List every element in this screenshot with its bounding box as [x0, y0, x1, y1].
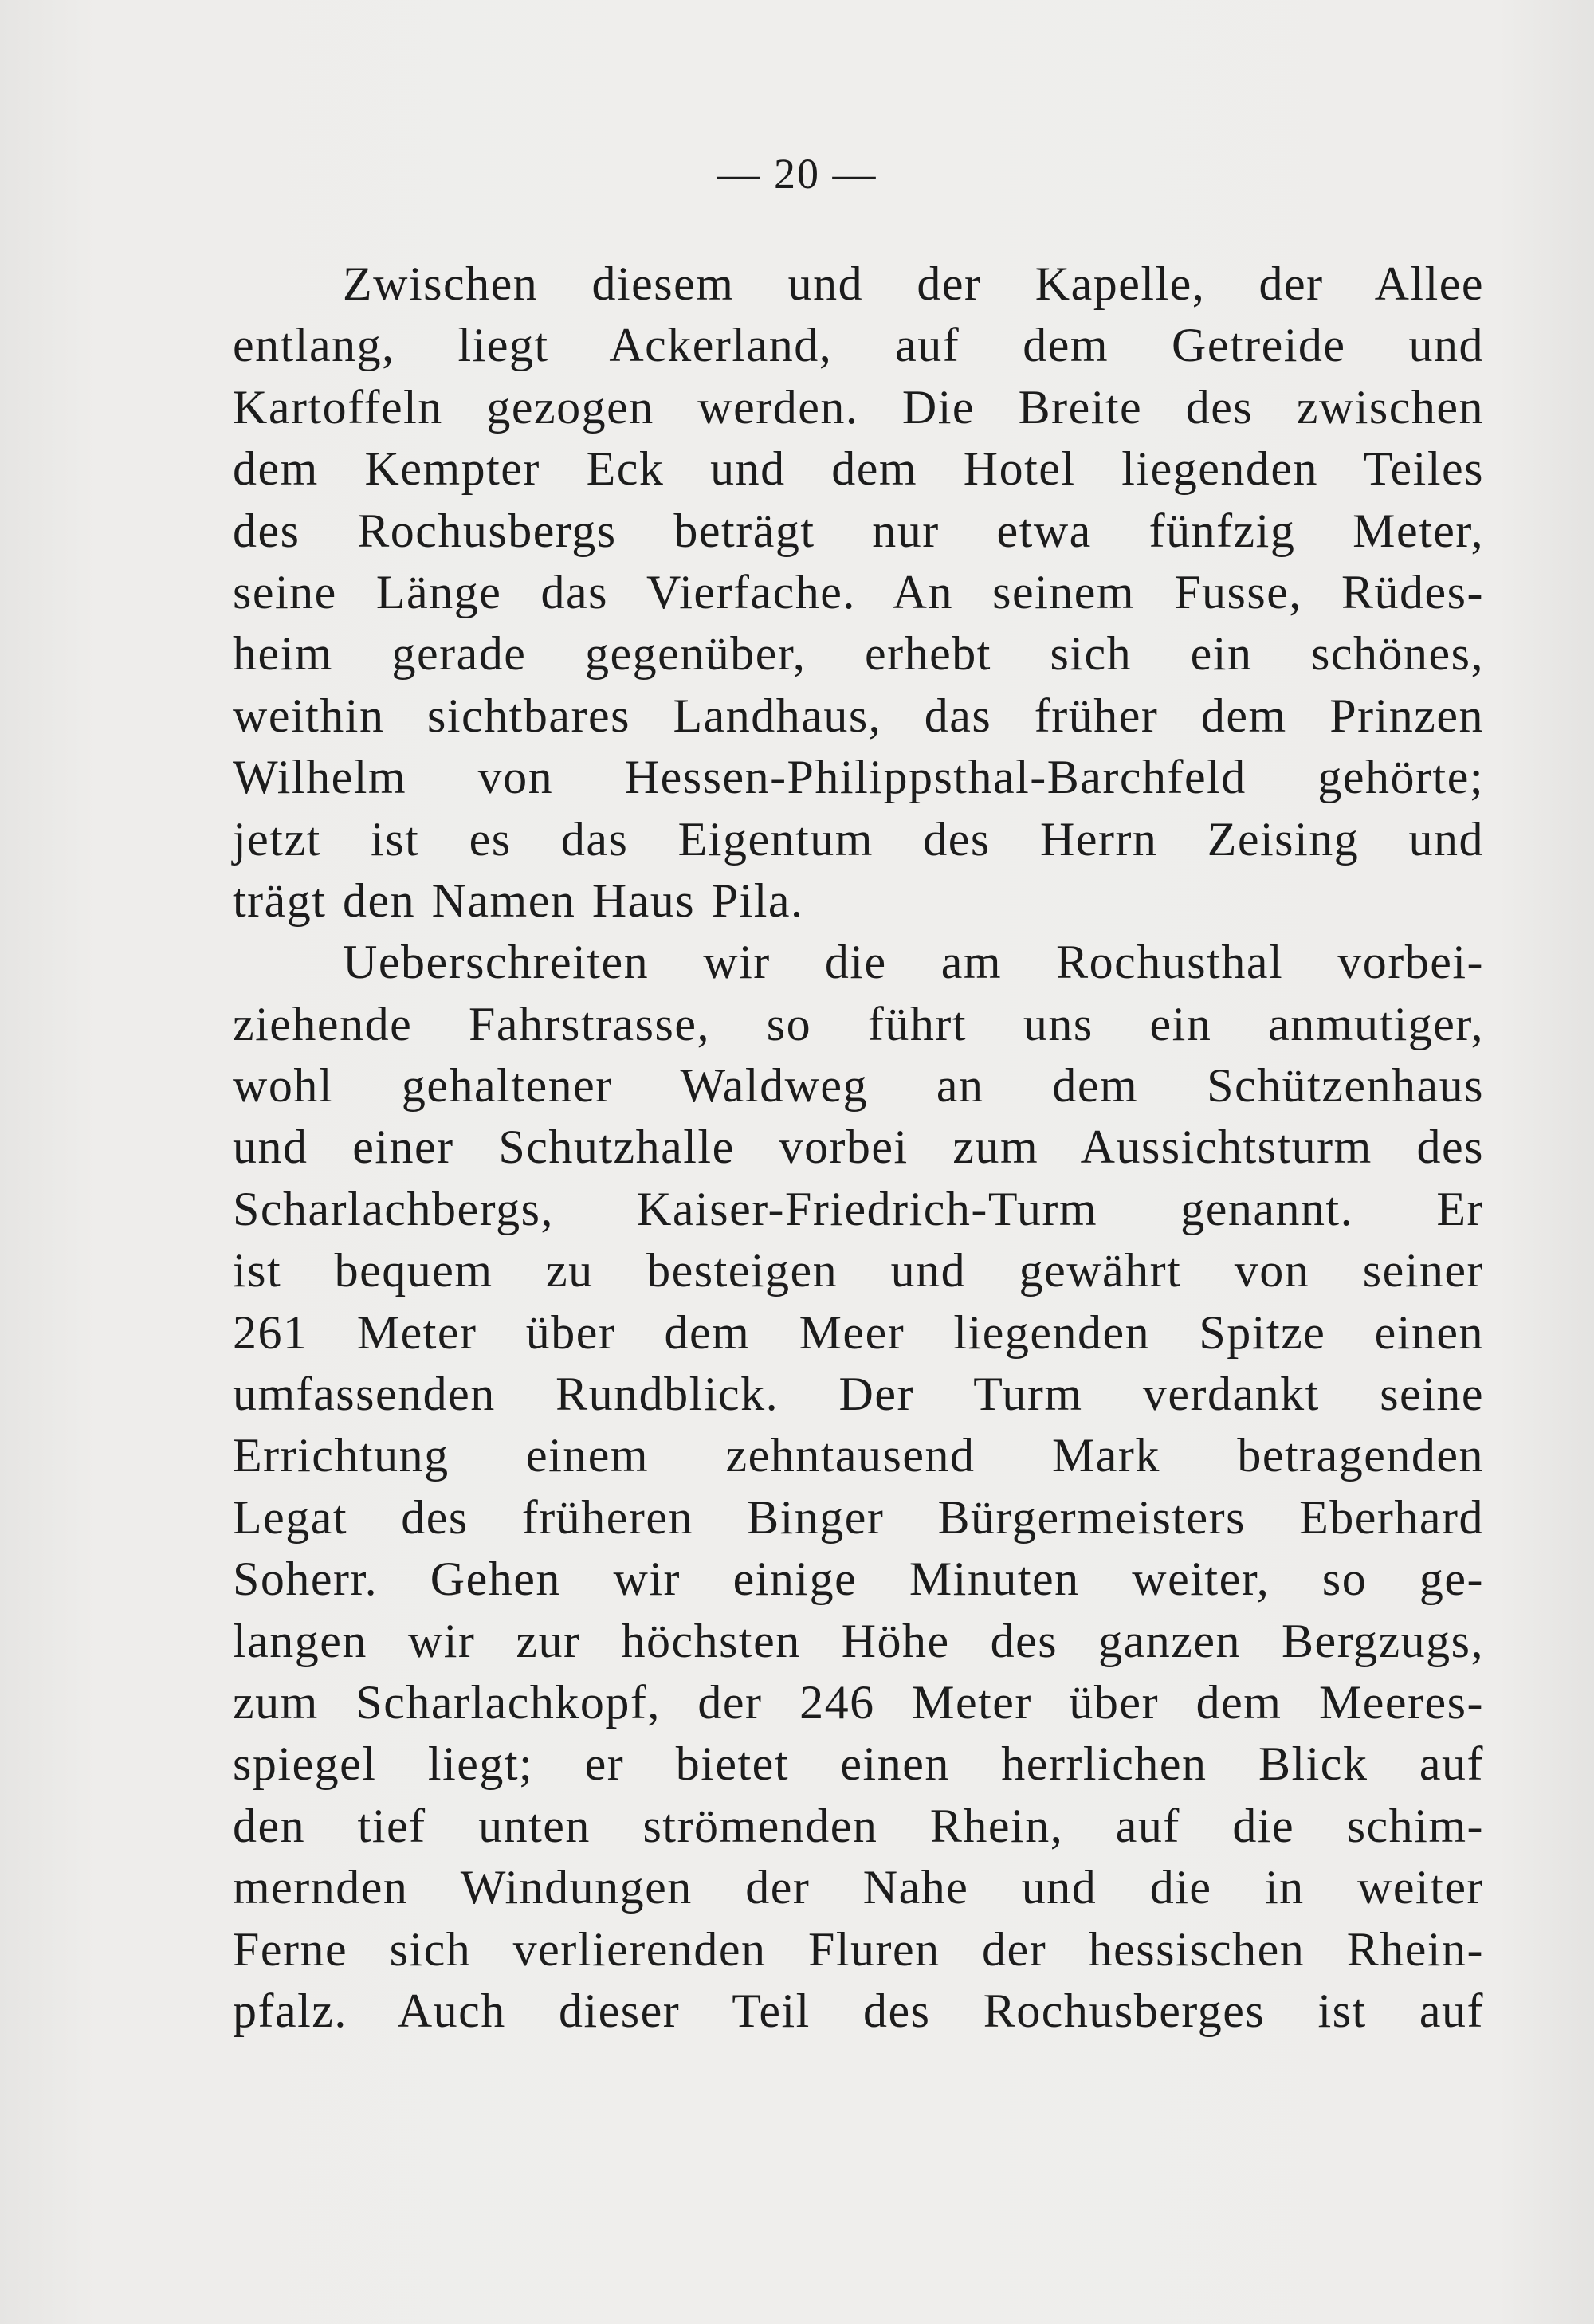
text-line: Errichtung einem zehntausend Mark betragenden: [233, 1429, 1484, 1482]
text-line: langen wir zur höchsten Höhe des ganzen Bergzugs,: [233, 1614, 1484, 1667]
text-line: Wilhelm von Hessen-Philippsthal-Barchfeld gehörte;: [233, 751, 1484, 804]
text-line: den tief unten strömenden Rhein, auf die schim-: [233, 1799, 1484, 1852]
text-line: spiegel liegt; er bietet einen herrlichen Blick auf: [233, 1737, 1484, 1791]
text-line: pfalz. Auch dieser Teil des Rochusberges ist auf: [233, 1984, 1484, 2037]
text-line: 261 Meter über dem Meer liegenden Spitze einen: [233, 1305, 1484, 1359]
text-line: jetzt ist es das Eigentum des Herrn Zeising und: [233, 812, 1484, 866]
text-line: des Rochusbergs beträgt nur etwa fünfzig Meter,: [233, 504, 1484, 557]
text-line: seine Länge das Vierfache. An seinem Fusse, Rüdes-: [233, 565, 1484, 618]
text-line: heim gerade gegenüber, erhebt sich ein schönes,: [233, 627, 1484, 681]
text-line: wohl gehaltener Waldweg an dem Schützenhaus: [233, 1059, 1484, 1113]
text-line: Kartoffeln gezogen werden. Die Breite des zwischen: [233, 380, 1484, 434]
text-line: zum Scharlachkopf, der 246 Meter über dem Meeres-: [233, 1675, 1484, 1729]
text-line: Ueberschreiten wir die am Rochusthal vorbei-: [343, 936, 1484, 989]
text-line: dem Kempter Eck und dem Hotel liegenden Teiles: [233, 442, 1484, 496]
page-number: — 20 —: [717, 150, 877, 198]
text-line: Legat des früheren Binger Bürgermeisters Eberhard: [233, 1490, 1484, 1544]
text-line: weithin sichtbares Landhaus, das früher dem Prinzen: [233, 689, 1484, 742]
text-line: Scharlachbergs, Kaiser-Friedrich-Turm genannt. Er: [233, 1182, 1484, 1235]
text-line: entlang, liegt Ackerland, auf dem Getreide und: [233, 319, 1484, 372]
text-line: umfassenden Rundblick. Der Turm verdankt seine: [233, 1368, 1484, 1421]
text-line: Zwischen diesem und der Kapelle, der Allee: [343, 257, 1484, 310]
text-line: ziehende Fahrstrasse, so führt uns ein anmutiger,: [233, 997, 1484, 1050]
body-text: [233, 253, 1484, 2042]
text-line: Soherr. Gehen wir einige Minuten weiter, so ge-: [233, 1553, 1484, 1606]
text-line: Ferne sich verlierenden Fluren der hessischen Rhein-: [233, 1922, 1484, 1976]
text-line: ist bequem zu besteigen und gewährt von seiner: [233, 1244, 1484, 1297]
text-line: und einer Schutzhalle vorbei zum Aussichtsturm des: [233, 1121, 1484, 1174]
text-line: trägt den Namen Haus Pila.: [233, 873, 804, 927]
text-line: mernden Windungen der Nahe und die in weiter: [233, 1861, 1484, 1914]
